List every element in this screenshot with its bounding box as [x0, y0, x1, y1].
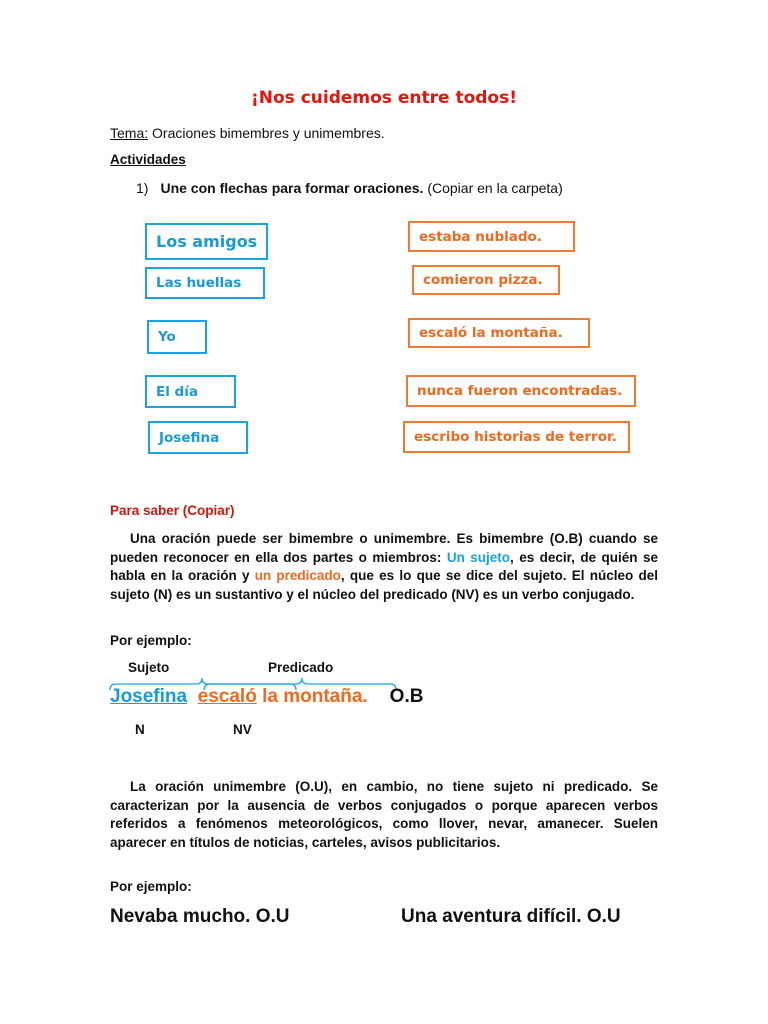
- predicate-box: comieron pizza.: [412, 265, 560, 295]
- highlight-sujeto: Un sujeto: [446, 549, 511, 565]
- example-intro-2: Por ejemplo:: [110, 879, 192, 894]
- highlight-predicado: un predicado: [254, 568, 341, 583]
- predicado-label: Predicado: [268, 660, 334, 675]
- instruction-1: [136, 180, 563, 196]
- subject-box: Josefina: [148, 421, 248, 454]
- instruction-note: (Copiar en la carpeta): [423, 180, 563, 196]
- predicate-box: estaba nublado.: [408, 221, 575, 252]
- example-rest: la montaña.: [256, 686, 368, 707]
- para-saber-heading: Para saber (Copiar): [110, 503, 235, 518]
- paragraph-text: , que es lo que se dice del sujeto. El núcleo del sujeto (N) es un sustantivo y el núcleo del predicado (NV) es un verbo conjugado.: [110, 568, 658, 602]
- topic-text: Oraciones bimembres y unimembres.: [148, 125, 385, 141]
- example-ou-1: Nevaba mucho. O.U: [110, 906, 290, 927]
- paragraph-text: Una oración puede ser bimembre o unimembre. Es bimembre (O.B) cuando se pueden reconocer en ella dos partes o miembros:: [110, 531, 658, 565]
- activities-heading: Actividades: [110, 152, 186, 167]
- subject-box: Yo: [147, 320, 207, 354]
- example-subject: Josefina: [110, 686, 188, 707]
- example-ou-2: Una aventura difícil. O.U: [401, 906, 621, 927]
- page-title: ¡Nos cuidemos entre todos!: [251, 88, 517, 108]
- instruction-number: 1): [136, 180, 149, 196]
- predicate-box: escaló la montaña.: [408, 318, 590, 348]
- example-type: O.B: [389, 686, 424, 707]
- instruction-bold: Une con flechas para formar oraciones.: [160, 180, 424, 196]
- topic-line: [110, 125, 385, 141]
- subject-box: Las huellas: [145, 267, 265, 299]
- paragraph-unimembre: La oración unimembre (O.U), en cambio, no tiene sujeto ni predicado. Se caracterizan por la ausencia de verbos conjugados o porque aparecen verbos referidos a fenómenos meteorológicos, como llover, nevar, amanecer. Suelen aparecer en títulos de noticias, carteles, avisos publicitarios.: [110, 779, 658, 850]
- subject-box: Los amigos: [145, 223, 268, 260]
- example-intro: Por ejemplo:: [110, 633, 192, 648]
- subject-box: El día: [145, 375, 236, 408]
- sujeto-label: Sujeto: [128, 660, 170, 675]
- predicate-box: nunca fueron encontradas.: [406, 375, 636, 407]
- example-sentence: [110, 686, 423, 708]
- topic-label: Tema:: [110, 125, 149, 141]
- paragraph-bimembre: [110, 530, 658, 604]
- paragraph-text: , es decir, de quién se habla en la oración y: [110, 549, 658, 583]
- predicate-box: escribo historias de terror.: [403, 421, 630, 453]
- example-verb: escaló: [197, 686, 257, 707]
- n-label: N: [135, 722, 145, 737]
- nv-label: NV: [233, 722, 252, 737]
